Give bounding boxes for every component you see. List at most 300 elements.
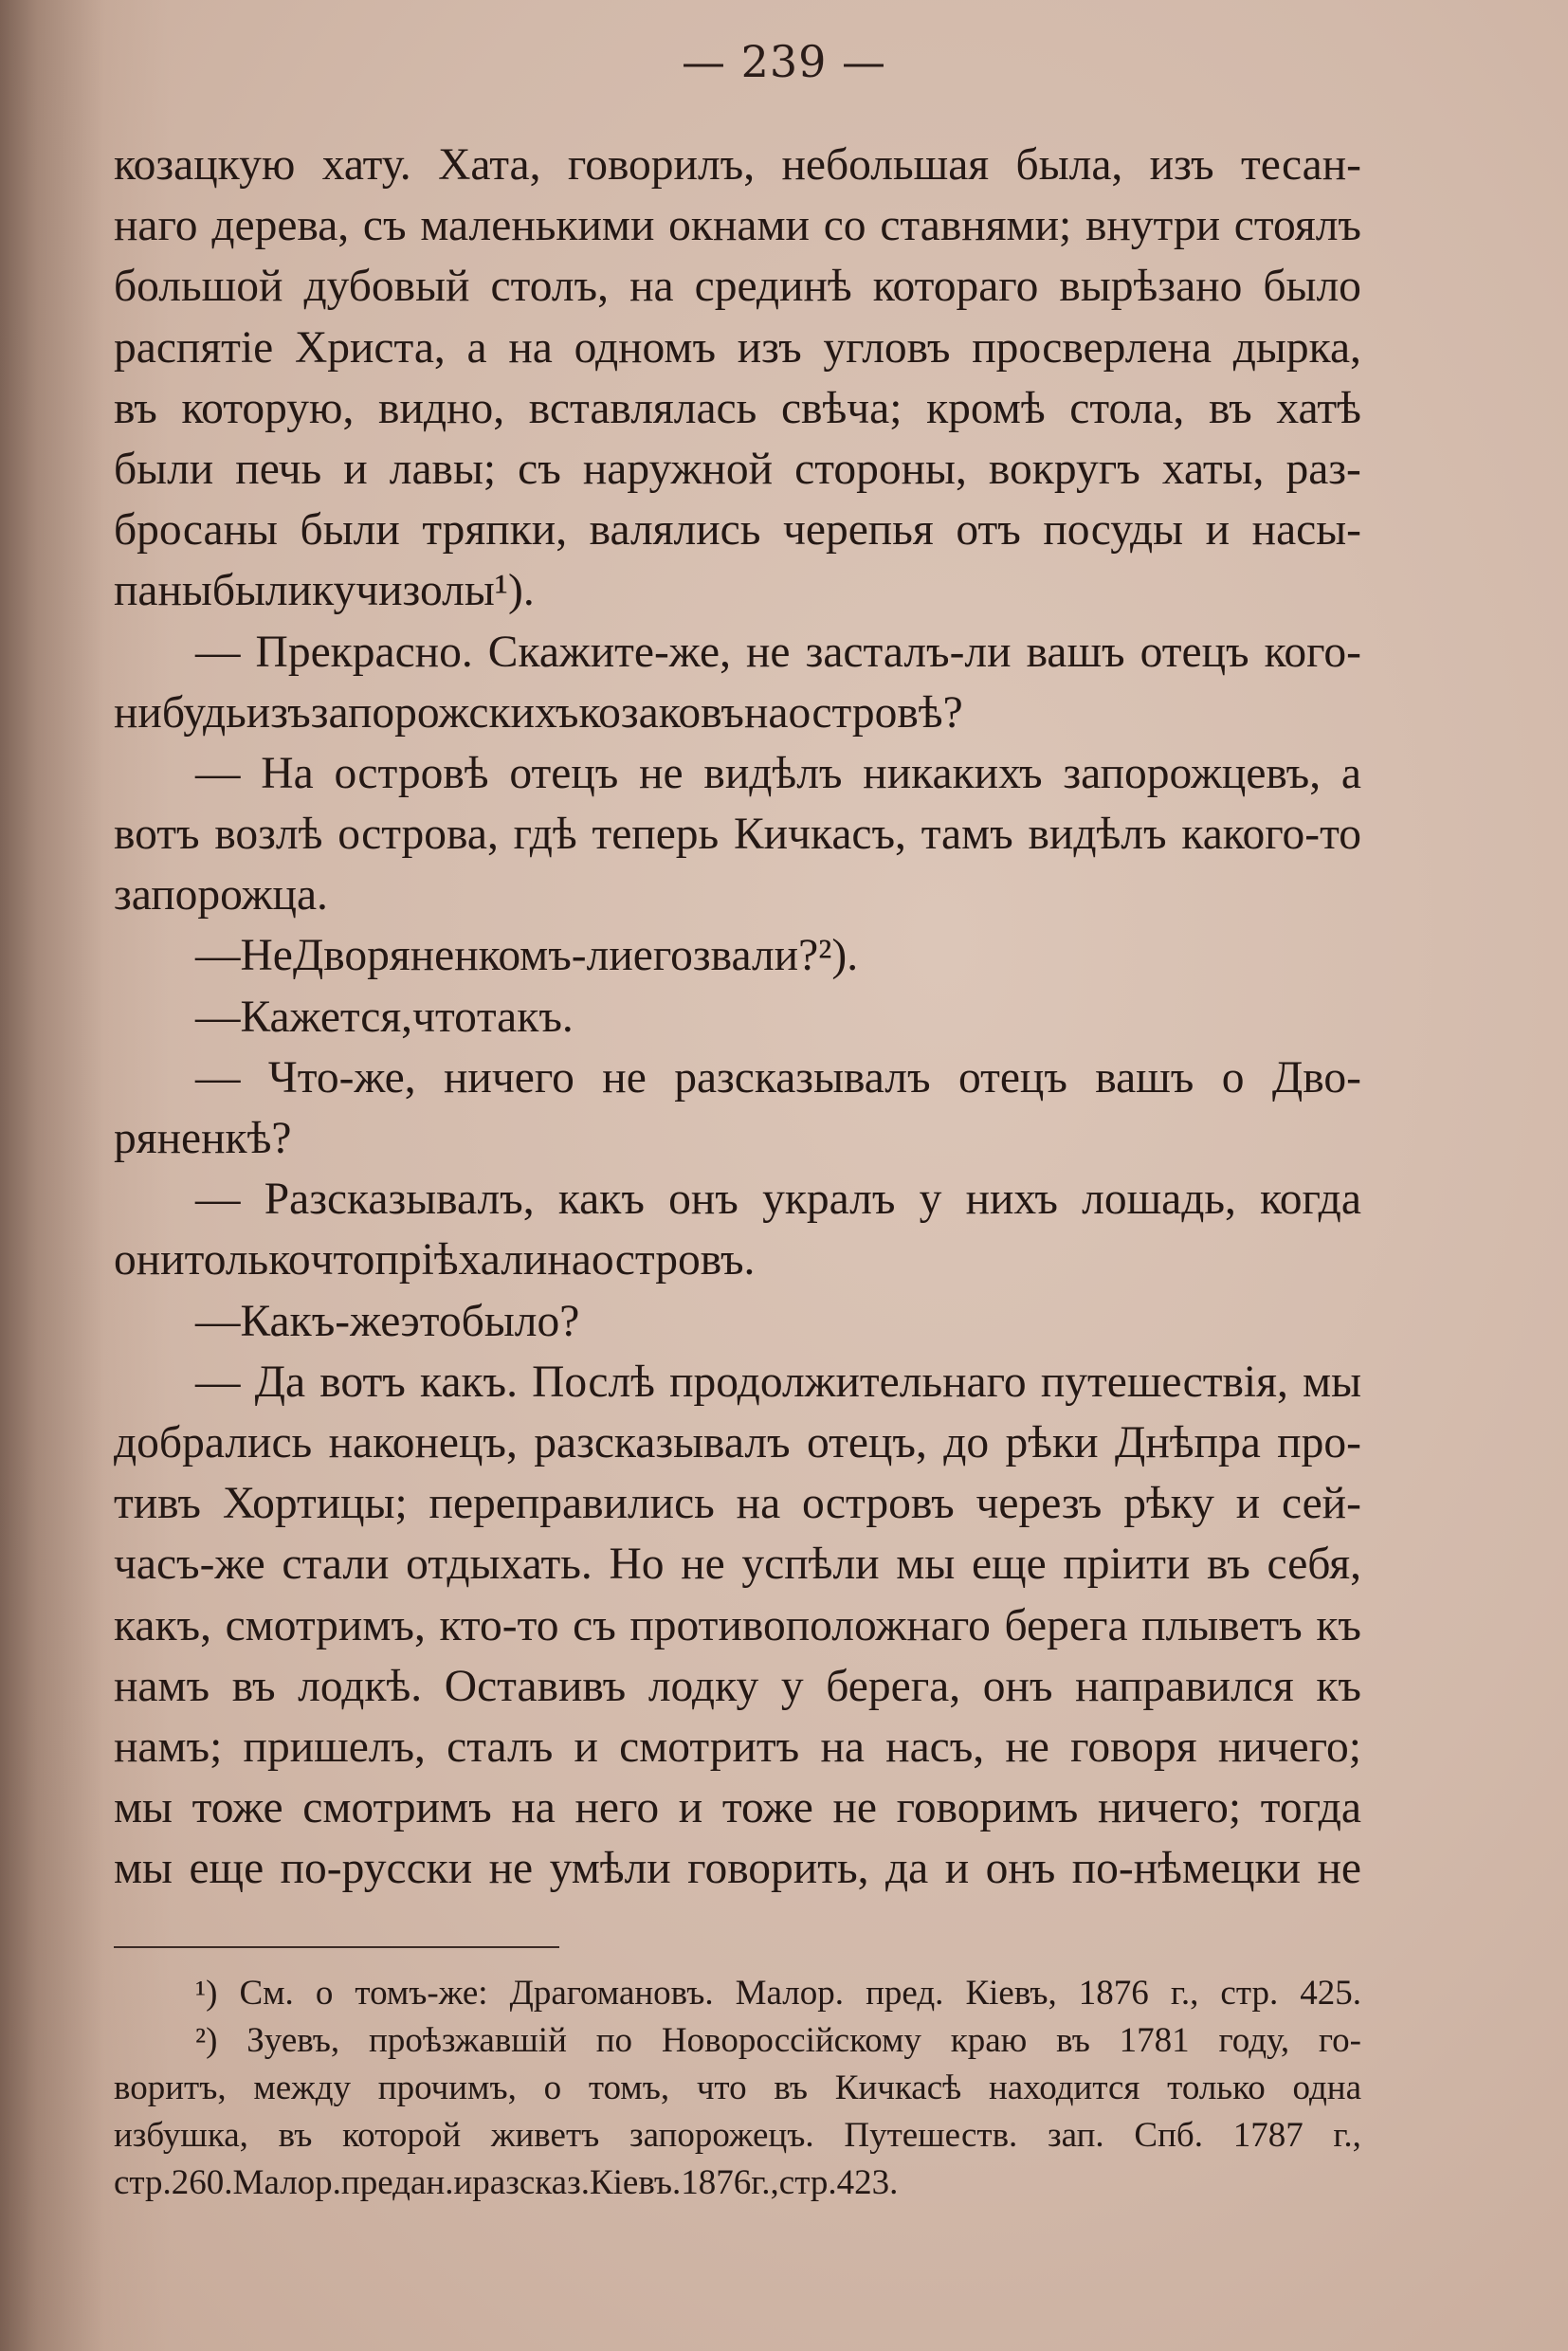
footnote-divider: [114, 1946, 559, 1948]
word: Кичкасѣ: [834, 2069, 962, 2107]
word: Путешеств.: [844, 2116, 1018, 2155]
word: они: [114, 1235, 185, 1285]
word: со: [823, 201, 866, 251]
word: ничего;: [1217, 1722, 1361, 1772]
word: Днѣпра: [1114, 1417, 1261, 1467]
word: Кіевъ,: [965, 1974, 1057, 2013]
text-line: [114, 1048, 1361, 1108]
word: съ: [362, 201, 407, 251]
word: Зуевъ,: [246, 2021, 340, 2060]
word: онъ: [985, 1844, 1056, 1894]
footnote-line: [114, 2065, 1361, 2112]
word: что: [310, 1235, 375, 1285]
text-line: [114, 135, 1361, 195]
word: тоже: [721, 1783, 813, 1833]
word: изъ: [246, 687, 311, 738]
word: какъ,: [114, 1600, 211, 1650]
word: и: [1205, 505, 1231, 556]
word: См.: [239, 1974, 294, 2013]
word: себя,: [1267, 1540, 1361, 1590]
word: мы: [1303, 1357, 1361, 1407]
word: никакихъ: [863, 748, 1043, 798]
word: когда: [1260, 1175, 1361, 1225]
word: стр.: [1220, 1974, 1279, 2013]
word: которой: [342, 2116, 462, 2155]
word: вашъ: [1095, 1052, 1194, 1103]
text-line: [114, 1777, 1361, 1838]
word: видѣлъ: [1028, 810, 1167, 860]
word: Что-же,: [267, 1052, 416, 1103]
word: теперь: [592, 810, 720, 860]
word: въ: [1208, 383, 1252, 433]
word: онъ: [668, 1175, 738, 1225]
word: изъ: [1149, 140, 1214, 190]
word: зап.: [1048, 2116, 1104, 2155]
word: мы: [114, 1783, 173, 1833]
word: разсказывалъ: [674, 1052, 931, 1103]
word: черепья: [783, 505, 934, 556]
word: ничего;: [1097, 1783, 1242, 1833]
word: лошадь,: [1082, 1175, 1236, 1225]
word: у: [780, 1661, 804, 1711]
word: Новороссійскому: [661, 2021, 921, 2060]
word: ¹).: [494, 566, 535, 616]
word: ²): [195, 2021, 218, 2060]
word: отдыхать.: [406, 1540, 593, 1590]
word: укралъ: [762, 1175, 896, 1225]
word: —: [195, 1357, 241, 1407]
text-line: [114, 683, 1361, 743]
word: намъ;: [114, 1722, 223, 1772]
word: а: [1340, 748, 1361, 798]
word: стоялъ: [1233, 201, 1361, 251]
main-text: [114, 135, 1361, 1899]
word: дырка,: [1232, 322, 1361, 373]
word: смотритъ: [619, 1722, 800, 1772]
word: въ: [1056, 2021, 1090, 2060]
word: было?: [461, 1296, 580, 1346]
word: отецъ: [1140, 627, 1249, 677]
word: козаковъ: [578, 687, 744, 738]
word: на: [743, 687, 789, 738]
text-line: [114, 1595, 1361, 1656]
word: острова,: [337, 810, 499, 860]
word: направился: [1075, 1661, 1294, 1711]
word: тряпки,: [422, 505, 568, 556]
word: вотъ: [319, 1357, 406, 1407]
word: Драгомановъ.: [509, 1974, 714, 2013]
text-line: [114, 378, 1361, 439]
word: году,: [1218, 2021, 1290, 2060]
word: просверлена: [972, 322, 1212, 373]
word: переправились: [428, 1479, 715, 1529]
word: наконецъ,: [328, 1417, 518, 1467]
word: возлѣ: [214, 810, 323, 860]
footnote-line: [114, 2160, 1361, 2207]
word: до: [943, 1417, 990, 1467]
word: между: [253, 2069, 352, 2107]
word: столъ,: [490, 262, 609, 312]
word: разсказывалъ: [534, 1417, 791, 1467]
word: на: [511, 1783, 556, 1833]
word: не: [602, 1052, 647, 1103]
word: стали: [282, 1540, 390, 1590]
text-line: [114, 1656, 1361, 1717]
word: Какъ-же: [240, 1296, 401, 1346]
word: запорожецъ.: [629, 2116, 814, 2155]
word: ²).: [818, 931, 859, 981]
word: Но: [609, 1540, 665, 1590]
word: какого-то: [1181, 810, 1361, 860]
word: большой: [114, 262, 283, 312]
word: кого-: [1264, 627, 1361, 677]
word: продолжительнаго: [669, 1357, 1027, 1407]
word: наго: [114, 201, 198, 251]
word: —: [195, 992, 241, 1042]
word: его: [632, 931, 693, 981]
word: 1787: [1232, 2116, 1304, 2155]
word: кучи: [312, 566, 403, 616]
word: —: [195, 1175, 241, 1225]
text-line: [114, 256, 1361, 317]
word: предан.: [340, 2163, 454, 2202]
word: Хортицы;: [222, 1479, 408, 1529]
word: берега,: [826, 1661, 961, 1711]
word: внутри: [1085, 201, 1221, 251]
footnote-line: [114, 1970, 1361, 2017]
word: по: [595, 2021, 633, 2060]
word: не: [832, 1783, 877, 1833]
word: а: [466, 322, 487, 373]
word: отецъ: [509, 748, 619, 798]
word: плыветъ: [1141, 1600, 1303, 1650]
text-line: [114, 804, 1361, 865]
word: наружной: [582, 444, 774, 494]
text-line: [114, 1352, 1361, 1412]
word: съ: [573, 1600, 616, 1650]
word: добрались: [114, 1417, 313, 1467]
word: и: [343, 444, 368, 494]
word: тивъ: [114, 1479, 201, 1529]
word: —: [195, 1296, 241, 1346]
word: разсказ.: [472, 2163, 590, 2202]
word: Кіевъ.: [589, 2163, 682, 2202]
word: только: [184, 1235, 311, 1285]
word: въ: [114, 383, 157, 433]
word: Да: [254, 1357, 306, 1407]
word: На: [261, 748, 314, 798]
word: лавы;: [389, 444, 497, 494]
word: Послѣ: [532, 1357, 655, 1407]
word: еще: [971, 1540, 1047, 1590]
text-line: [114, 1291, 1361, 1352]
word: козацкую: [114, 140, 296, 190]
word: на: [508, 322, 553, 373]
text-line: [114, 560, 1361, 621]
word: проѣзжавшій: [369, 2021, 567, 2060]
word: какъ: [557, 1175, 645, 1225]
word: островѣ: [334, 748, 489, 798]
word: печь: [235, 444, 322, 494]
word: стола,: [1069, 383, 1185, 433]
word: насъ,: [885, 1722, 985, 1772]
word: 425.: [1300, 1974, 1361, 2013]
word: успѣли: [741, 1540, 880, 1590]
word: къ: [1316, 1600, 1361, 1650]
word: сталъ: [447, 1722, 554, 1772]
word: у: [919, 1175, 942, 1225]
word: ставнями;: [880, 201, 1072, 251]
word: живетъ: [490, 2116, 600, 2155]
word: хаты,: [1161, 444, 1265, 494]
word: прочимъ,: [377, 2069, 517, 2107]
word: на: [629, 262, 674, 312]
word: 1876: [1078, 1974, 1149, 2013]
word: вырѣзано: [1059, 262, 1243, 312]
word: о: [543, 2069, 562, 2107]
word: по-русски: [280, 1844, 473, 1894]
word: окнами: [668, 201, 810, 251]
word: маленькими: [420, 201, 655, 251]
word: срединѣ: [694, 262, 852, 312]
word: краю: [950, 2021, 1028, 2060]
word: изъ: [737, 322, 802, 373]
word: говоря: [1070, 1722, 1197, 1772]
word: дубовый: [303, 262, 470, 312]
word: и: [678, 1783, 703, 1833]
text-line: [114, 1230, 1361, 1290]
word: воритъ,: [114, 2069, 227, 2107]
word: что: [412, 992, 477, 1042]
word: 1876: [681, 2163, 752, 2202]
word: вставлялась: [528, 383, 757, 433]
word: путешествія,: [1040, 1357, 1288, 1407]
word: тесан-: [1240, 140, 1361, 190]
word: не: [639, 748, 684, 798]
word: мы: [114, 1844, 173, 1894]
word: свѣча;: [780, 383, 903, 433]
word: берега: [1004, 1600, 1128, 1650]
word: говоримъ: [896, 1783, 1079, 1833]
word: съ: [518, 444, 561, 494]
word: часъ-же: [114, 1540, 265, 1590]
word: Спб.: [1134, 2116, 1203, 2155]
word: избушка,: [114, 2116, 248, 2155]
word: черезъ: [975, 1479, 1103, 1529]
word: не: [488, 1844, 534, 1894]
word: стороны,: [794, 444, 967, 494]
word: хату.: [321, 140, 411, 190]
word: —: [195, 748, 241, 798]
word: бросаны: [114, 505, 278, 556]
word: 423.: [836, 2163, 899, 2202]
word: только: [1167, 2069, 1266, 2107]
word: г.,: [751, 2163, 779, 2202]
word: томъ-же:: [355, 1974, 488, 2013]
word: насы-: [1251, 505, 1361, 556]
word: не: [681, 1540, 725, 1590]
word: сей-: [1281, 1479, 1361, 1529]
word: на: [547, 1235, 592, 1285]
word: рѣку: [1123, 1479, 1214, 1529]
word: него: [574, 1783, 660, 1833]
word: отецъ,: [807, 1417, 927, 1467]
word: островъ: [801, 1479, 955, 1529]
word: г.,: [1333, 2116, 1361, 2155]
word: вотъ: [114, 810, 200, 860]
word: Скажите-же,: [487, 627, 731, 677]
word: Прекрасно.: [255, 627, 473, 677]
word: Не: [240, 931, 293, 981]
word: лодку: [647, 1661, 759, 1711]
word: валялись: [589, 505, 761, 556]
word: пріѣхали: [374, 1235, 548, 1285]
text-line: [114, 865, 1361, 925]
word: хатѣ: [1276, 383, 1361, 433]
word: еще: [189, 1844, 264, 1894]
word: пред.: [866, 1974, 944, 2013]
text-line: [114, 1412, 1361, 1473]
footnotes: [114, 1970, 1361, 2207]
word: не: [746, 627, 791, 677]
word: была,: [1015, 140, 1123, 190]
word: было: [1263, 262, 1361, 312]
word: лодкѣ.: [298, 1661, 423, 1711]
word: засталъ-ли: [805, 627, 1012, 677]
word: г.,: [1170, 1974, 1199, 2013]
word: го-: [1318, 2021, 1361, 2060]
word: 1781: [1119, 2021, 1190, 2060]
word: ничего: [444, 1052, 574, 1103]
word: и: [453, 2163, 473, 2202]
word: вашъ: [1026, 627, 1125, 677]
word: въ: [1207, 1540, 1250, 1590]
word: были: [300, 505, 400, 556]
word: были: [211, 566, 313, 616]
word: онъ: [982, 1661, 1053, 1711]
word: нихъ: [965, 1175, 1058, 1225]
word: что: [696, 2069, 747, 2107]
word: запорожца.: [114, 870, 328, 920]
word: —: [195, 627, 241, 677]
word: —: [195, 931, 241, 981]
text-line: [114, 1108, 1361, 1169]
word: небольшая: [781, 140, 990, 190]
word: да: [884, 1844, 929, 1894]
word: Дво-: [1271, 1052, 1361, 1103]
word: Кажется,: [240, 992, 413, 1042]
word: томъ,: [588, 2069, 670, 2107]
footnote-line: [114, 2017, 1361, 2065]
text-line: [114, 1717, 1361, 1777]
word: котораго: [872, 262, 1039, 312]
footnote-line: [114, 2112, 1361, 2160]
word: пришелъ,: [243, 1722, 426, 1772]
word: намъ: [114, 1661, 210, 1711]
word: —: [195, 1052, 241, 1103]
word: запорожцевъ,: [1063, 748, 1322, 798]
text-line: [114, 622, 1361, 683]
word: это: [400, 1296, 462, 1346]
word: противоположнаго: [629, 1600, 991, 1650]
word: умѣли: [549, 1844, 671, 1894]
word: о: [315, 1974, 334, 2013]
word: такъ.: [476, 992, 574, 1042]
word: Оставивъ: [444, 1661, 627, 1711]
word: раз-: [1285, 444, 1361, 494]
text-line: [114, 1169, 1361, 1230]
word: не: [1317, 1844, 1361, 1894]
word: отецъ: [957, 1052, 1067, 1103]
word: тамъ: [921, 810, 1013, 860]
word: гдѣ: [513, 810, 577, 860]
page-number: — 239 —: [681, 36, 887, 87]
word: ряненкѣ?: [114, 1114, 292, 1163]
word: одна: [1292, 2069, 1361, 2107]
word: говорить,: [687, 1844, 869, 1894]
word: одномъ: [574, 322, 717, 373]
word: кромѣ: [926, 383, 1046, 433]
word: островъ.: [591, 1235, 756, 1285]
word: Малор.: [232, 2163, 341, 2202]
text-line: [114, 925, 1361, 986]
text-line: [114, 439, 1361, 500]
word: Малор.: [735, 1974, 845, 2013]
word: въ: [278, 2116, 313, 2155]
word: и: [944, 1844, 970, 1894]
word: видно,: [378, 383, 505, 433]
word: золы: [402, 566, 495, 616]
word: стр.: [778, 2163, 837, 2202]
word: въ: [774, 2069, 809, 2107]
word: ¹): [195, 1974, 218, 2013]
word: 260.: [171, 2163, 233, 2202]
word: находится: [988, 2069, 1140, 2107]
word: тоже: [191, 1783, 283, 1833]
word: Кичкасъ,: [733, 810, 906, 860]
word: про-: [1277, 1417, 1361, 1467]
text-line: [114, 987, 1361, 1048]
word: запорожскихъ: [310, 687, 579, 738]
word: по-нѣмецки: [1071, 1844, 1302, 1894]
word: смотримъ,: [225, 1600, 426, 1650]
word: паны: [114, 566, 212, 616]
text-line: [114, 1473, 1361, 1534]
word: угловъ: [823, 322, 951, 373]
word: и: [574, 1722, 598, 1772]
word: Разсказывалъ,: [264, 1175, 535, 1225]
text-line: [114, 318, 1361, 378]
word: смотримъ: [302, 1783, 492, 1833]
word: рѣки: [1005, 1417, 1099, 1467]
text-line: [114, 743, 1361, 804]
word: не: [1005, 1722, 1049, 1772]
text-line: [114, 1838, 1361, 1899]
word: о: [1221, 1052, 1245, 1103]
word: Хата,: [438, 140, 541, 190]
word: звали?: [692, 931, 819, 981]
word: Дворяненкомъ-ли: [292, 931, 633, 981]
text-line: [114, 195, 1361, 256]
word: были: [114, 444, 214, 494]
word: стр.: [114, 2163, 172, 2202]
word: и: [1235, 1479, 1261, 1529]
word: на: [820, 1722, 865, 1772]
word: видѣлъ: [703, 748, 843, 798]
word: кто-то: [439, 1600, 559, 1650]
text-line: [114, 500, 1361, 560]
word: дерева,: [211, 201, 350, 251]
